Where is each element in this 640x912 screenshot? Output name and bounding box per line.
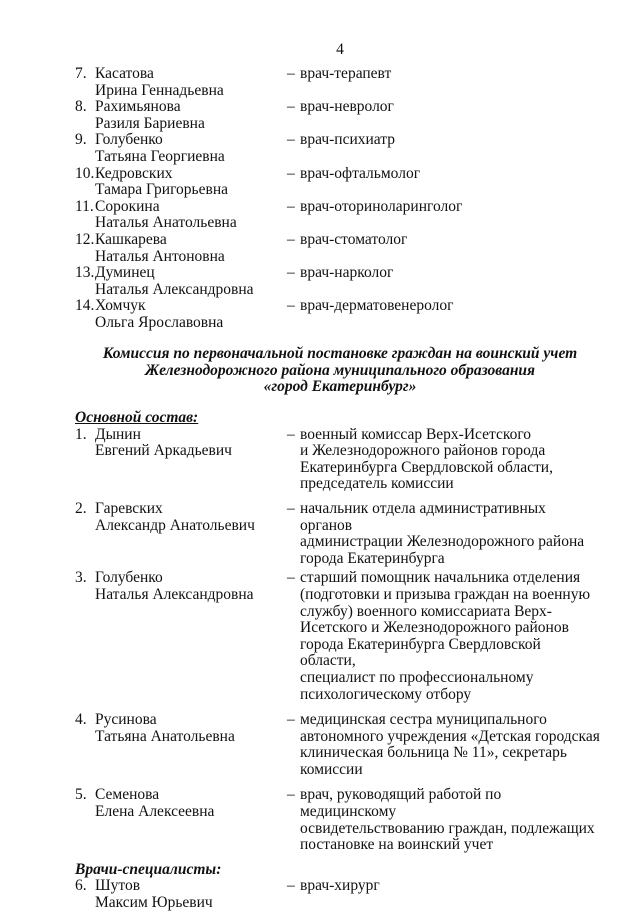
list-item [75, 232, 600, 265]
item-number: 5. [75, 786, 87, 804]
item-number: 9. [75, 131, 87, 149]
list-item [75, 427, 600, 493]
role-line: комиссии [300, 760, 363, 778]
list-item [75, 166, 600, 199]
item-number: 4. [75, 711, 87, 729]
member-given-name: Ирина Геннадьевна [95, 81, 224, 99]
member-role: врач-терапевт [300, 65, 392, 82]
member-role: врач-дерматовенеролог [300, 297, 454, 315]
dash: – [287, 131, 295, 149]
list-item [75, 99, 600, 132]
member-surname: Касатова [95, 65, 154, 82]
role-line: председатель комиссии [300, 475, 454, 493]
list-item [75, 570, 600, 703]
member-role: врач-хирург [300, 877, 380, 895]
main-composition-heading: Основной состав: [75, 409, 199, 426]
dash: – [287, 499, 295, 517]
dash: – [287, 569, 295, 587]
member-given-name: Наталья Антоновна [95, 247, 225, 265]
member-role [300, 787, 600, 853]
item-number: 12. [75, 230, 95, 248]
role-line: военный комиссар Верх-Исетского [300, 425, 532, 443]
member-given-name: Максим Юрьевич [95, 894, 213, 912]
member-surname: Голубенко [95, 131, 163, 149]
list-item [75, 265, 600, 298]
role-line: (подготовки и призыва граждан на военную [300, 585, 591, 603]
list-item [75, 298, 600, 331]
role-line: психологическому отбору [300, 685, 472, 703]
dash: – [287, 230, 295, 248]
member-surname: Дынин [95, 425, 141, 443]
member-surname: Думинец [95, 264, 155, 282]
member-given-name: Наталья Анатольевна [95, 214, 237, 232]
member-given-name: Наталья Александровна [95, 585, 254, 603]
member-role [300, 427, 600, 493]
list-item [75, 199, 600, 232]
list-item [75, 501, 600, 567]
role-line: начальник отдела административных органов [300, 499, 546, 534]
member-surname: Русинова [95, 711, 157, 729]
member-role [300, 712, 600, 778]
member-surname: Хомчук [95, 297, 146, 315]
member-role: врач-невролог [300, 98, 394, 116]
list-item [75, 878, 600, 911]
item-number: 14. [75, 297, 95, 315]
role-line: службу) военного комиссариата Верх- [300, 602, 552, 620]
member-given-name: Разиля Бариевна [95, 114, 205, 132]
role-line: постановке на воинский учет [300, 836, 494, 854]
commission-title [0, 346, 640, 396]
member-role [300, 570, 600, 703]
role-line: и Железнодорожного районов города [300, 442, 546, 460]
role-line: освидетельствованию граждан, подлежащих [300, 819, 595, 837]
list-item [75, 787, 600, 853]
role-line: врач, руководящий работой по медицинскому [300, 786, 502, 821]
member-given-name: Евгений Аркадьевич [95, 442, 232, 460]
commission-title-line: «город Екатеринбург» [263, 378, 417, 396]
member-given-name: Татьяна Анатольевна [95, 727, 235, 745]
doctors-heading: Врачи-специалисты: [75, 860, 222, 878]
list-item [75, 712, 600, 778]
dash: – [287, 164, 295, 182]
member-surname: Голубенко [95, 569, 163, 587]
member-surname: Гаревских [95, 499, 163, 517]
page-number: 4 [336, 41, 344, 58]
member-surname: Шутов [95, 877, 141, 895]
member-role: врач-оториноларинголог [300, 197, 463, 215]
list-item [75, 66, 600, 99]
member-role: врач-психиатр [300, 131, 395, 149]
role-line: специалист по профессиональному [300, 668, 534, 686]
list-item [75, 132, 600, 165]
role-line: администрации Железнодорожного района [300, 533, 585, 551]
main-composition [75, 410, 600, 912]
role-line: Исетского и Железнодорожного районов [300, 619, 569, 637]
member-surname: Рахимьянова [95, 98, 181, 116]
member-given-name: Елена Алексеевна [95, 803, 215, 821]
commission-title-line: Железнодорожного района муниципального образования [144, 361, 536, 379]
item-number: 8. [75, 98, 87, 116]
member-given-name: Татьяна Георгиевна [95, 147, 225, 165]
item-number: 1. [75, 425, 87, 443]
dash: – [287, 65, 295, 82]
dash: – [287, 425, 295, 443]
member-surname: Сорокина [95, 197, 160, 215]
member-role: врач-офтальмолог [300, 164, 421, 182]
member-given-name: Наталья Александровна [95, 280, 254, 298]
role-line: старший помощник начальника отделения [300, 569, 581, 587]
role-line: города Екатеринбурга [300, 549, 445, 567]
item-number: 13. [75, 264, 95, 282]
dash: – [287, 297, 295, 315]
dash: – [287, 264, 295, 282]
dash: – [287, 711, 295, 729]
dash: – [287, 197, 295, 215]
dash: – [287, 877, 295, 895]
item-number: 3. [75, 569, 87, 587]
role-line: города Екатеринбурга Свердловской области, [300, 635, 541, 670]
specialists-list-continued [75, 66, 600, 332]
member-role [300, 501, 600, 567]
member-given-name: Ольга Ярославовна [95, 313, 224, 331]
item-number: 10. [75, 164, 95, 182]
member-surname: Семенова [95, 786, 160, 804]
role-line: автономного учреждения «Детская городская [300, 727, 600, 745]
item-number: 11. [75, 197, 94, 215]
member-surname: Кашкарева [95, 230, 167, 248]
dash: – [287, 98, 295, 116]
role-line: медицинская сестра муниципального [300, 711, 547, 729]
role-line: Екатеринбурга Свердловской области, [300, 458, 553, 476]
commission-title-line: Комиссия по первоначальной постановке граждан на воинский учет [102, 345, 578, 362]
member-given-name: Тамара Григорьевна [95, 181, 228, 199]
member-role: врач-стоматолог [300, 230, 408, 248]
item-number: 2. [75, 499, 87, 517]
item-number: 7. [75, 65, 87, 82]
item-number: 6. [75, 877, 87, 895]
role-line: клиническая больница № 11», секретарь [300, 744, 568, 762]
member-surname: Кедровских [95, 164, 173, 182]
member-role: врач-нарколог [300, 264, 394, 282]
dash: – [287, 786, 295, 804]
member-given-name: Александр Анатольевич [95, 516, 255, 534]
